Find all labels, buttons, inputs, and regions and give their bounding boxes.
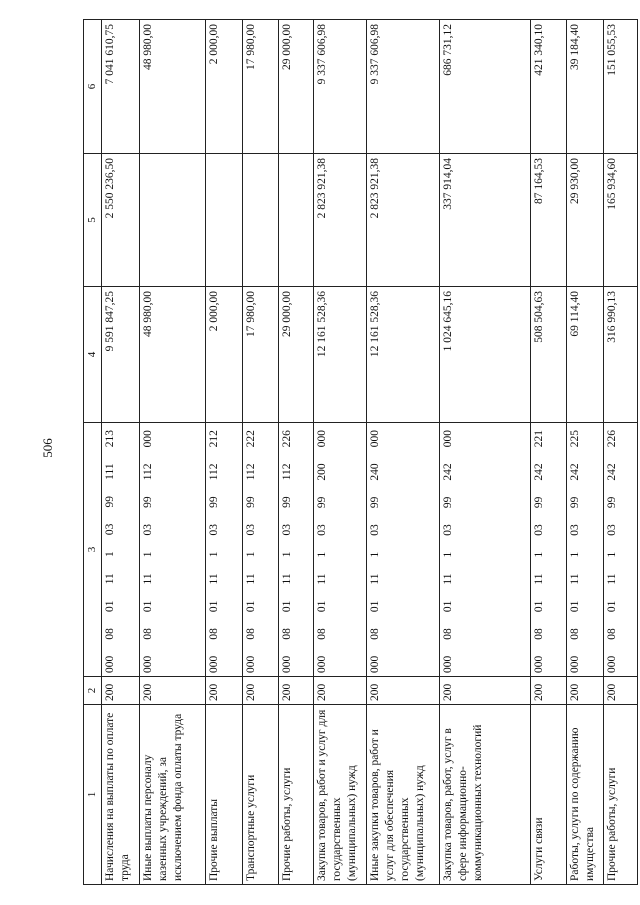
row-remaining: 7 041 610,75: [102, 20, 140, 154]
kbk-part: 08: [569, 628, 581, 640]
kbk-part: 99: [281, 496, 293, 508]
kbk-part: 01: [442, 600, 454, 613]
row-remaining: 17 980,00: [243, 20, 279, 154]
kbk-part: 08: [142, 628, 154, 640]
kbk-part: 226: [281, 430, 293, 448]
row-remaining: 2 000,00: [206, 20, 243, 154]
rotated-table-page: [83, 20, 619, 885]
header-row: [84, 20, 102, 885]
kbk-part: 221: [533, 430, 545, 448]
kbk-part: 03: [442, 524, 454, 536]
row-remaining: 48 980,00: [140, 20, 206, 154]
kbk-codes: [244, 426, 259, 673]
row-kbk: [531, 423, 567, 677]
kbk-part: 11: [281, 573, 293, 585]
row-code: 200: [206, 677, 243, 705]
table-row: [243, 20, 279, 885]
row-code: 200: [604, 677, 638, 705]
kbk-codes: [568, 426, 583, 673]
row-code: 200: [567, 677, 604, 705]
table-row: [140, 20, 206, 885]
row-approved: 316 990,13: [604, 287, 638, 423]
kbk-part: 242: [442, 463, 454, 481]
kbk-part: 1: [533, 551, 545, 558]
kbk-codes: [141, 426, 156, 673]
row-approved: 29 000,00: [279, 287, 314, 423]
row-approved: 12 161 528,36: [367, 287, 440, 423]
kbk-part: 000: [104, 655, 116, 673]
row-executed: [140, 154, 206, 287]
kbk-part: 1: [281, 551, 293, 558]
kbk-part: 112: [245, 463, 257, 481]
kbk-part: 226: [606, 430, 618, 448]
row-kbk: [206, 423, 243, 677]
kbk-part: 000: [369, 430, 381, 448]
kbk-part: 112: [281, 463, 293, 481]
row-executed: 29 930,00: [567, 154, 604, 287]
kbk-part: 000: [569, 655, 581, 673]
row-name: Начисления на выплаты по оплате труда: [102, 705, 140, 885]
kbk-part: 99: [442, 496, 454, 509]
kbk-part: 99: [569, 496, 581, 509]
kbk-part: 1: [208, 551, 220, 558]
row-name: Услуги связи: [531, 705, 567, 885]
kbk-part: 01: [245, 600, 257, 613]
kbk-part: 112: [208, 463, 220, 481]
kbk-part: 01: [281, 600, 293, 613]
kbk-part: 1: [104, 551, 116, 558]
row-code: 200: [440, 677, 531, 705]
table-row: [440, 20, 531, 885]
kbk-part: 11: [245, 573, 257, 585]
row-executed: 2 823 921,38: [314, 154, 367, 287]
kbk-codes: [532, 426, 547, 673]
kbk-part: 11: [208, 573, 220, 585]
kbk-part: 03: [104, 523, 116, 536]
kbk-part: 01: [316, 600, 328, 613]
row-approved: 2 000,00: [206, 287, 243, 423]
kbk-part: 213: [104, 430, 116, 448]
kbk-part: 03: [606, 524, 618, 536]
row-executed: 165 934,60: [604, 154, 638, 287]
row-name: Прочие выплаты: [206, 705, 243, 885]
row-name: Закупка товаров, работ, услуг в сфере информационно-коммуникационных технологий: [440, 705, 531, 885]
kbk-part: 03: [316, 524, 328, 536]
row-name: Прочие работы, услуги: [604, 705, 638, 885]
row-kbk: [604, 423, 638, 677]
row-code: 200: [531, 677, 567, 705]
kbk-part: 000: [281, 655, 293, 673]
kbk-part: 08: [606, 628, 618, 640]
row-kbk: [243, 423, 279, 677]
kbk-part: 000: [442, 430, 454, 448]
row-approved: 69 114,40: [567, 287, 604, 423]
row-code: 200: [367, 677, 440, 705]
row-executed: 337 914,04: [440, 154, 531, 287]
kbk-part: 000: [442, 655, 454, 673]
kbk-part: 11: [569, 573, 581, 585]
kbk-part: 03: [142, 523, 154, 536]
table-row: [604, 20, 638, 885]
row-kbk: [140, 423, 206, 677]
header-col-1: 1: [84, 705, 102, 885]
header-col-2: 2: [84, 677, 102, 705]
kbk-part: 03: [245, 523, 257, 536]
kbk-part: 11: [606, 573, 618, 585]
kbk-part: 99: [533, 496, 545, 509]
kbk-part: 000: [369, 655, 381, 673]
kbk-part: 1: [442, 551, 454, 558]
kbk-part: 01: [208, 600, 220, 613]
table-row: [206, 20, 243, 885]
row-approved: 508 504,63: [531, 287, 567, 423]
kbk-part: 240: [369, 463, 381, 481]
table-row: [367, 20, 440, 885]
row-remaining: 9 337 606,98: [314, 20, 367, 154]
row-kbk: [102, 423, 140, 677]
kbk-part: 01: [569, 600, 581, 613]
header-col-5: 5: [84, 154, 102, 287]
kbk-part: 99: [245, 496, 257, 508]
kbk-part: 1: [569, 551, 581, 558]
kbk-part: 1: [316, 551, 328, 558]
kbk-part: 99: [316, 496, 328, 509]
kbk-part: 11: [442, 573, 454, 585]
kbk-part: 11: [142, 573, 154, 585]
row-kbk: [314, 423, 367, 677]
kbk-part: 222: [245, 430, 257, 448]
kbk-part: 11: [369, 573, 381, 585]
kbk-part: 99: [369, 496, 381, 509]
kbk-part: 000: [316, 655, 328, 673]
kbk-codes: [103, 426, 118, 673]
kbk-part: 99: [104, 495, 116, 508]
header-col-4: 4: [84, 287, 102, 423]
kbk-part: 08: [369, 628, 381, 640]
kbk-part: 111: [104, 463, 116, 480]
kbk-part: 08: [104, 628, 116, 640]
kbk-part: 08: [281, 628, 293, 640]
header-col-6: 6: [84, 20, 102, 154]
kbk-part: 08: [245, 628, 257, 640]
row-kbk: [367, 423, 440, 677]
row-remaining: 9 337 606,98: [367, 20, 440, 154]
kbk-part: 242: [569, 463, 581, 481]
row-code: 200: [243, 677, 279, 705]
row-name: Закупка товаров, работ и услуг для государственных (муниципальных) нужд: [314, 705, 367, 885]
row-kbk: [567, 423, 604, 677]
kbk-part: 01: [369, 600, 381, 613]
row-kbk: [440, 423, 531, 677]
row-approved: 9 591 847,25: [102, 287, 140, 423]
kbk-part: 01: [104, 600, 116, 612]
kbk-part: 11: [533, 573, 545, 585]
kbk-part: 08: [533, 628, 545, 640]
kbk-part: 1: [369, 551, 381, 558]
kbk-part: 11: [104, 573, 116, 585]
kbk-part: 03: [208, 523, 220, 536]
kbk-part: 000: [606, 655, 618, 673]
row-name: Транспортные услуги: [243, 705, 279, 885]
table-row: [102, 20, 140, 885]
kbk-part: 1: [606, 551, 618, 558]
table-row: [314, 20, 367, 885]
kbk-codes: [207, 426, 222, 673]
kbk-part: 242: [533, 463, 545, 481]
row-executed: 2 550 236,50: [102, 154, 140, 287]
kbk-part: 01: [142, 600, 154, 613]
kbk-part: 1: [245, 551, 257, 558]
kbk-part: 112: [142, 463, 154, 481]
row-remaining: 29 000,00: [279, 20, 314, 154]
kbk-part: 11: [316, 573, 328, 585]
header-col-3: 3: [84, 423, 102, 677]
kbk-part: 000: [533, 655, 545, 673]
kbk-codes: [368, 426, 383, 673]
row-code: 200: [314, 677, 367, 705]
row-code: 200: [102, 677, 140, 705]
kbk-part: 000: [316, 430, 328, 448]
kbk-part: 212: [208, 430, 220, 448]
row-remaining: 151 055,53: [604, 20, 638, 154]
kbk-part: 01: [606, 600, 618, 613]
kbk-part: 03: [533, 524, 545, 536]
kbk-codes: [605, 426, 620, 673]
row-executed: 87 164,53: [531, 154, 567, 287]
kbk-codes: [315, 426, 330, 673]
row-code: 200: [140, 677, 206, 705]
kbk-part: 08: [208, 628, 220, 640]
kbk-part: 225: [569, 430, 581, 448]
table-row: [279, 20, 314, 885]
row-name: Прочие работы, услуги: [279, 705, 314, 885]
kbk-part: 000: [245, 655, 257, 673]
row-approved: 17 980,00: [243, 287, 279, 423]
kbk-part: 99: [208, 496, 220, 508]
kbk-codes: [441, 426, 456, 673]
kbk-part: 200: [316, 463, 328, 481]
row-approved: 12 161 528,36: [314, 287, 367, 423]
row-name: Иные выплаты персоналу казенных учреждений, за исключением фонда оплаты труда: [140, 705, 206, 885]
kbk-part: 08: [316, 628, 328, 640]
kbk-part: 99: [606, 496, 618, 509]
kbk-codes: [280, 426, 295, 673]
kbk-part: 08: [442, 628, 454, 640]
row-executed: [206, 154, 243, 287]
kbk-part: 03: [569, 524, 581, 536]
row-name: Иные закупки товаров, работ и услуг для обеспечения государственных (муниципальных) нужд: [367, 705, 440, 885]
kbk-part: 99: [142, 496, 154, 508]
row-remaining: 39 184,40: [567, 20, 604, 154]
kbk-part: 03: [281, 523, 293, 536]
row-remaining: 421 340,10: [531, 20, 567, 154]
row-kbk: [279, 423, 314, 677]
row-code: 200: [279, 677, 314, 705]
kbk-part: 000: [142, 430, 154, 448]
kbk-part: 000: [208, 655, 220, 673]
row-executed: [279, 154, 314, 287]
kbk-part: 242: [606, 463, 618, 481]
row-approved: 48 980,00: [140, 287, 206, 423]
kbk-part: 000: [142, 655, 154, 673]
row-name: Работы, услуги по содержанию имущества: [567, 705, 604, 885]
row-remaining: 686 731,12: [440, 20, 531, 154]
row-executed: [243, 154, 279, 287]
kbk-part: 03: [369, 524, 381, 536]
kbk-part: 1: [142, 551, 154, 558]
table-row: [567, 20, 604, 885]
row-approved: 1 024 645,16: [440, 287, 531, 423]
budget-table: [83, 19, 638, 885]
page-number: 506: [40, 438, 55, 458]
kbk-part: 01: [533, 600, 545, 613]
table-row: [531, 20, 567, 885]
row-executed: 2 823 921,38: [367, 154, 440, 287]
